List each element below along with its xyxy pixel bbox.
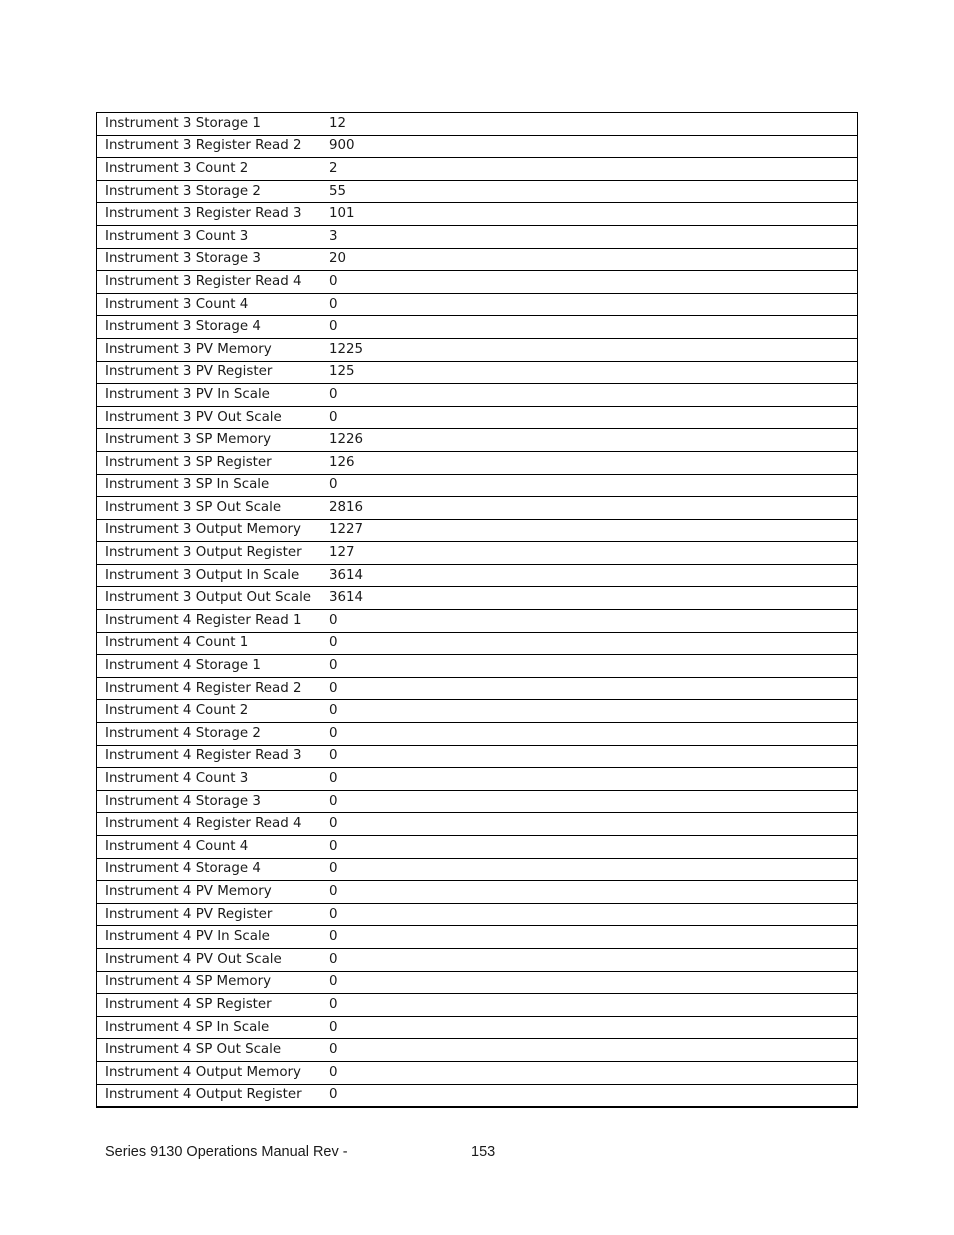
parameter-name-cell: Instrument 4 SP Out Scale: [96, 1039, 329, 1062]
parameter-name-cell: Instrument 3 Output Out Scale: [96, 587, 329, 610]
table-row: [96, 180, 858, 203]
parameter-value-cell: 1226: [329, 429, 858, 452]
parameter-name-cell: Instrument 4 PV Register: [96, 903, 329, 926]
table-row: [96, 994, 858, 1017]
table-row: [96, 1039, 858, 1062]
parameter-value-cell: 0: [329, 384, 858, 407]
parameter-value-cell: 0: [329, 971, 858, 994]
parameter-value-cell: 0: [329, 406, 858, 429]
parameter-name-cell: Instrument 4 SP Register: [96, 994, 329, 1017]
parameter-value-cell: 0: [329, 293, 858, 316]
table-row: [96, 971, 858, 994]
parameter-name-cell: Instrument 3 Storage 3: [96, 248, 329, 271]
parameter-name-cell: Instrument 4 PV In Scale: [96, 926, 329, 949]
parameter-value-cell: 1225: [329, 338, 858, 361]
table-row: [96, 813, 858, 836]
parameter-name-cell: Instrument 4 Register Read 4: [96, 813, 329, 836]
parameter-name-cell: Instrument 4 Register Read 3: [96, 745, 329, 768]
table-row: [96, 926, 858, 949]
parameter-name-cell: Instrument 3 Output In Scale: [96, 564, 329, 587]
parameter-value-cell: 126: [329, 451, 858, 474]
table-row: [96, 429, 858, 452]
parameter-value-cell: 0: [329, 881, 858, 904]
parameter-name-cell: Instrument 3 PV Register: [96, 361, 329, 384]
page-footer: [0, 1144, 954, 1166]
parameter-value-cell: 0: [329, 813, 858, 836]
parameter-value-cell: 12: [329, 113, 858, 136]
parameter-value-cell: 0: [329, 745, 858, 768]
table-row: [96, 542, 858, 565]
table-row: [96, 1061, 858, 1084]
parameter-name-cell: Instrument 3 Storage 4: [96, 316, 329, 339]
table-row: [96, 881, 858, 904]
table-row: [96, 610, 858, 633]
table-row: [96, 655, 858, 678]
parameter-value-cell: 2816: [329, 497, 858, 520]
parameter-name-cell: Instrument 3 SP In Scale: [96, 474, 329, 497]
table-row: [96, 519, 858, 542]
parameter-value-cell: 2: [329, 158, 858, 181]
table-row: [96, 248, 858, 271]
parameter-value-cell: 0: [329, 1016, 858, 1039]
table-row: [96, 406, 858, 429]
parameter-value-cell: 3614: [329, 564, 858, 587]
parameter-value-cell: 127: [329, 542, 858, 565]
table-row: [96, 564, 858, 587]
parameter-value-cell: 125: [329, 361, 858, 384]
table-row: [96, 858, 858, 881]
parameter-name-cell: Instrument 3 Storage 2: [96, 180, 329, 203]
parameter-value-cell: 0: [329, 1039, 858, 1062]
parameter-value-cell: 0: [329, 677, 858, 700]
parameter-name-cell: Instrument 3 PV Out Scale: [96, 406, 329, 429]
table-row: [96, 271, 858, 294]
parameter-name-cell: Instrument 3 Storage 1: [96, 113, 329, 136]
parameter-value-cell: 0: [329, 1084, 858, 1107]
table-row: [96, 135, 858, 158]
parameter-value-cell: 0: [329, 926, 858, 949]
parameter-name-cell: Instrument 3 SP Out Scale: [96, 497, 329, 520]
table-row: [96, 474, 858, 497]
table-row: [96, 948, 858, 971]
table-row: [96, 451, 858, 474]
parameter-value-cell: 0: [329, 723, 858, 746]
parameter-name-cell: Instrument 4 Count 3: [96, 768, 329, 791]
table-row: [96, 113, 858, 136]
table-row: [96, 790, 858, 813]
table-row: [96, 587, 858, 610]
parameter-value-cell: 0: [329, 632, 858, 655]
table-row: [96, 361, 858, 384]
parameter-name-cell: Instrument 4 SP Memory: [96, 971, 329, 994]
parameter-value-cell: 3614: [329, 587, 858, 610]
parameter-name-cell: Instrument 4 Storage 4: [96, 858, 329, 881]
parameter-value-cell: 0: [329, 316, 858, 339]
parameter-name-cell: Instrument 4 Storage 2: [96, 723, 329, 746]
parameter-name-cell: Instrument 4 Count 4: [96, 836, 329, 859]
parameter-table-body: [96, 113, 858, 1107]
parameter-name-cell: Instrument 4 SP In Scale: [96, 1016, 329, 1039]
table-row: [96, 1084, 858, 1107]
parameter-value-cell: 0: [329, 655, 858, 678]
parameter-name-cell: Instrument 4 Output Register: [96, 1084, 329, 1107]
parameter-name-cell: Instrument 4 Count 1: [96, 632, 329, 655]
parameter-value-cell: 55: [329, 180, 858, 203]
table-row: [96, 384, 858, 407]
table-row: [96, 836, 858, 859]
parameter-value-cell: 0: [329, 858, 858, 881]
parameter-value-cell: 0: [329, 1061, 858, 1084]
parameter-value-cell: 0: [329, 836, 858, 859]
table-row: [96, 903, 858, 926]
parameter-value-cell: 0: [329, 903, 858, 926]
parameter-table: [96, 112, 858, 1107]
table-row: [96, 632, 858, 655]
parameter-name-cell: Instrument 4 Count 2: [96, 700, 329, 723]
table-row: [96, 338, 858, 361]
parameter-value-cell: 20: [329, 248, 858, 271]
footer-manual-title: Series 9130 Operations Manual Rev -: [105, 1144, 348, 1160]
parameter-value-cell: 0: [329, 610, 858, 633]
parameter-value-cell: 0: [329, 790, 858, 813]
parameter-name-cell: Instrument 3 Output Memory: [96, 519, 329, 542]
table-row: [96, 723, 858, 746]
parameter-name-cell: Instrument 4 PV Memory: [96, 881, 329, 904]
parameter-value-cell: 0: [329, 700, 858, 723]
parameter-value-cell: 3: [329, 225, 858, 248]
parameter-name-cell: Instrument 4 Output Memory: [96, 1061, 329, 1084]
parameter-name-cell: Instrument 4 Register Read 1: [96, 610, 329, 633]
table-row: [96, 225, 858, 248]
parameter-name-cell: Instrument 4 PV Out Scale: [96, 948, 329, 971]
parameter-value-cell: 0: [329, 948, 858, 971]
table-row: [96, 700, 858, 723]
table-row: [96, 745, 858, 768]
parameter-name-cell: Instrument 3 Count 2: [96, 158, 329, 181]
parameter-name-cell: Instrument 4 Storage 3: [96, 790, 329, 813]
parameter-value-cell: 101: [329, 203, 858, 226]
parameter-name-cell: Instrument 3 PV In Scale: [96, 384, 329, 407]
parameter-value-cell: 0: [329, 474, 858, 497]
table-row: [96, 316, 858, 339]
parameter-name-cell: Instrument 3 Register Read 2: [96, 135, 329, 158]
parameter-value-cell: 900: [329, 135, 858, 158]
table-row: [96, 677, 858, 700]
parameter-name-cell: Instrument 4 Register Read 2: [96, 677, 329, 700]
parameter-name-cell: Instrument 3 SP Memory: [96, 429, 329, 452]
parameter-name-cell: Instrument 3 Register Read 4: [96, 271, 329, 294]
parameter-name-cell: Instrument 3 Output Register: [96, 542, 329, 565]
parameter-name-cell: Instrument 3 SP Register: [96, 451, 329, 474]
table-row: [96, 293, 858, 316]
parameter-value-cell: 0: [329, 994, 858, 1017]
parameter-value-cell: 1227: [329, 519, 858, 542]
table-row: [96, 497, 858, 520]
table-row: [96, 1016, 858, 1039]
parameter-value-cell: 0: [329, 271, 858, 294]
parameter-name-cell: Instrument 3 Register Read 3: [96, 203, 329, 226]
table-row: [96, 768, 858, 791]
parameter-name-cell: Instrument 3 PV Memory: [96, 338, 329, 361]
parameter-name-cell: Instrument 4 Storage 1: [96, 655, 329, 678]
footer-page-number: 153: [471, 1144, 496, 1160]
parameter-value-cell: 0: [329, 768, 858, 791]
parameter-name-cell: Instrument 3 Count 3: [96, 225, 329, 248]
table-row: [96, 158, 858, 181]
parameter-name-cell: Instrument 3 Count 4: [96, 293, 329, 316]
table-row: [96, 203, 858, 226]
